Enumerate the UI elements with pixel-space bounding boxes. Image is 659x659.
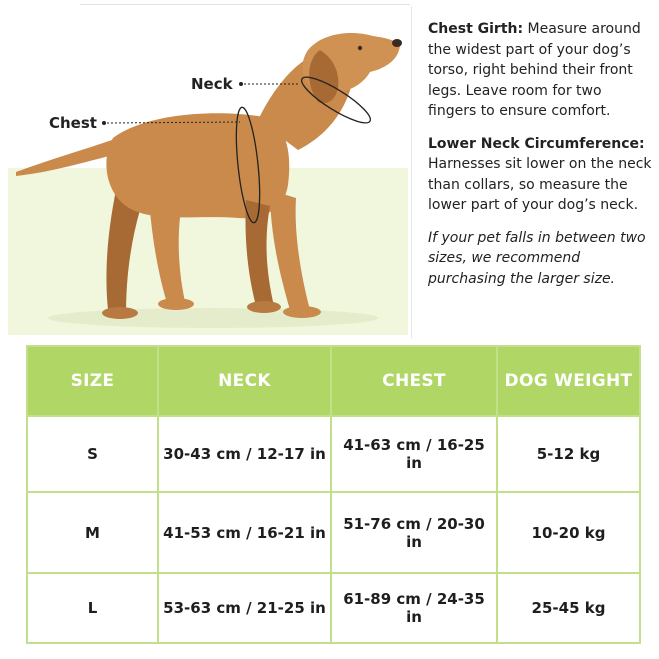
neck-title: Lower Neck Circumference: bbox=[428, 135, 645, 152]
chest-cell: 61-89 cm / 24-35 in bbox=[331, 573, 497, 643]
header-dog-weight: DOG WEIGHT bbox=[497, 346, 640, 416]
header-neck: NECK bbox=[158, 346, 331, 416]
table-header-row bbox=[27, 346, 640, 416]
chest-girth-text: Measure around the widest part of your dog’s torso, right behind their front legs. Leave room for two fingers to ensure comfort. bbox=[428, 21, 641, 119]
chest-label: Chest bbox=[49, 114, 97, 132]
sizing-note: If your pet falls in between two sizes, we recommend purchasing the larger size. bbox=[428, 229, 646, 287]
vertical-divider bbox=[411, 6, 412, 338]
neck-cell: 53-63 cm / 21-25 in bbox=[158, 573, 331, 643]
dog-figure bbox=[8, 10, 408, 335]
front-paw-near bbox=[283, 306, 321, 318]
floor-shadow bbox=[48, 308, 378, 328]
weight-cell: 5-12 kg bbox=[497, 416, 640, 492]
size-cell: S bbox=[27, 416, 158, 492]
size-cell: L bbox=[27, 573, 158, 643]
weight-cell: 10-20 kg bbox=[497, 492, 640, 573]
chest-girth-title: Chest Girth: bbox=[428, 21, 524, 37]
size-chart-table bbox=[26, 345, 641, 644]
neck-text: Harnesses sit lower on the neck than collars, so measure the lower part of your dog’s neck. bbox=[428, 156, 652, 213]
back-paw-far bbox=[102, 307, 138, 319]
neck-label: Neck bbox=[191, 75, 233, 93]
neck-cell: 30-43 cm / 12-17 in bbox=[158, 416, 331, 492]
back-paw-near bbox=[158, 298, 194, 310]
body bbox=[106, 113, 289, 218]
eye bbox=[358, 46, 362, 50]
table-row bbox=[27, 573, 640, 643]
table-row bbox=[27, 416, 640, 492]
neck-cell: 41-53 cm / 16-21 in bbox=[158, 492, 331, 573]
front-paw-far bbox=[247, 301, 281, 313]
chest-girth-paragraph bbox=[428, 19, 652, 122]
header-size: SIZE bbox=[27, 346, 158, 416]
table-row bbox=[27, 492, 640, 573]
neck-leader-dot bbox=[239, 82, 243, 86]
chest-cell: 51-76 cm / 20-30 in bbox=[331, 492, 497, 573]
chest-leader-dot bbox=[102, 121, 106, 125]
weight-cell: 25-45 kg bbox=[497, 573, 640, 643]
chest-cell: 41-63 cm / 16-25 in bbox=[331, 416, 497, 492]
dog-illustration bbox=[8, 10, 408, 335]
top-divider bbox=[80, 4, 410, 5]
neck-paragraph bbox=[428, 134, 652, 216]
header-chest: CHEST bbox=[331, 346, 497, 416]
measurement-instructions bbox=[428, 19, 652, 301]
nose bbox=[392, 39, 402, 47]
size-cell: M bbox=[27, 492, 158, 573]
